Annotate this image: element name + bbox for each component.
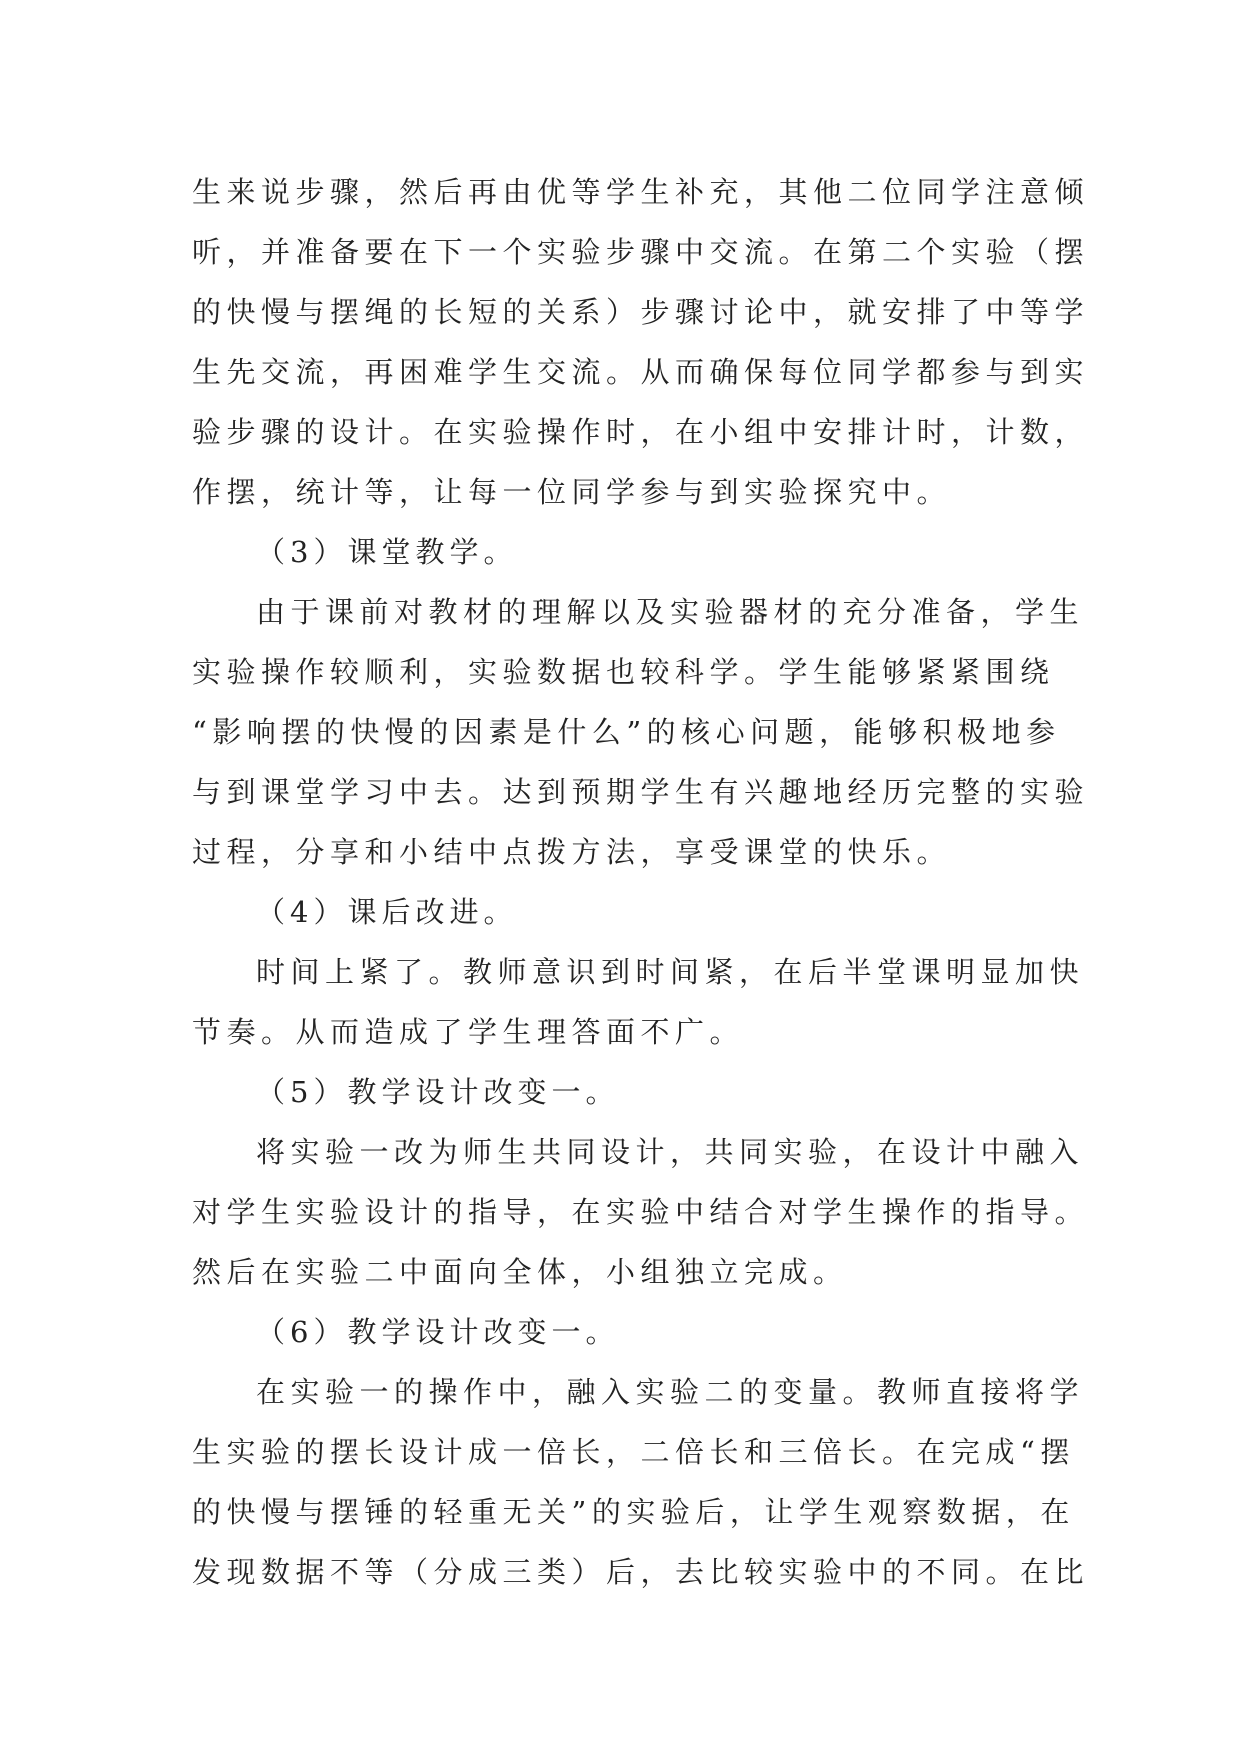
- section-heading: （3）课堂教学。: [256, 535, 518, 569]
- paragraph-line: “影响摆的快慢的因素是什么”的核心问题，能够积极地参: [192, 715, 1061, 749]
- paragraph-line: 在实验一的操作中，融入实验二的变量。教师直接将学: [256, 1375, 1085, 1409]
- paragraph-line: 的快慢与摆绳的长短的关系）步骤讨论中，就安排了中等学: [192, 295, 1090, 329]
- paragraph-line: 然后在实验二中面向全体，小组独立完成。: [192, 1255, 848, 1289]
- paragraph-line: 过程，分享和小结中点拨方法，享受课堂的快乐。: [192, 835, 952, 869]
- section-heading: （6）教学设计改变一。: [256, 1315, 620, 1349]
- paragraph-line: 听，并准备要在下一个实验步骤中交流。在第二个实验（摆: [192, 235, 1090, 269]
- paragraph-line: 生先交流，再困难学生交流。从而确保每位同学都参与到实: [192, 355, 1090, 389]
- paragraph-line: 节奏。从而造成了学生理答面不广。: [192, 1015, 745, 1049]
- paragraph-line: 由于课前对教材的理解以及实验器材的充分准备，学生: [256, 595, 1085, 629]
- paragraph-line: 对学生实验设计的指导，在实验中结合对学生操作的指导。: [192, 1195, 1090, 1229]
- section-heading: （4）课后改进。: [256, 895, 518, 929]
- paragraph-line: 生实验的摆长设计成一倍长，二倍长和三倍长。在完成“摆: [192, 1435, 1075, 1469]
- section-heading: （5）教学设计改变一。: [256, 1075, 620, 1109]
- paragraph-line: 验步骤的设计。在实验操作时，在小组中安排计时，计数，: [192, 415, 1090, 449]
- paragraph-line: 与到课堂学习中去。达到预期学生有兴趣地经历完整的实验: [192, 775, 1090, 809]
- paragraph-line: 生来说步骤，然后再由优等学生补充，其他二位同学注意倾: [192, 175, 1090, 209]
- paragraph-line: 实验操作较顺利，实验数据也较科学。学生能够紧紧围绕: [192, 655, 1055, 689]
- paragraph-line: 的快慢与摆锤的轻重无关”的实验后，让学生观察数据，在: [192, 1495, 1075, 1529]
- paragraph-line: 将实验一改为师生共同设计，共同实验，在设计中融入: [256, 1135, 1085, 1169]
- paragraph-line: 发现数据不等（分成三类）后，去比较实验中的不同。在比: [192, 1555, 1090, 1589]
- body-text: [192, 162, 1090, 1602]
- paragraph-line: 作摆，统计等，让每一位同学参与到实验探究中。: [192, 475, 952, 509]
- paragraph-line: 时间上紧了。教师意识到时间紧，在后半堂课明显加快: [256, 955, 1085, 989]
